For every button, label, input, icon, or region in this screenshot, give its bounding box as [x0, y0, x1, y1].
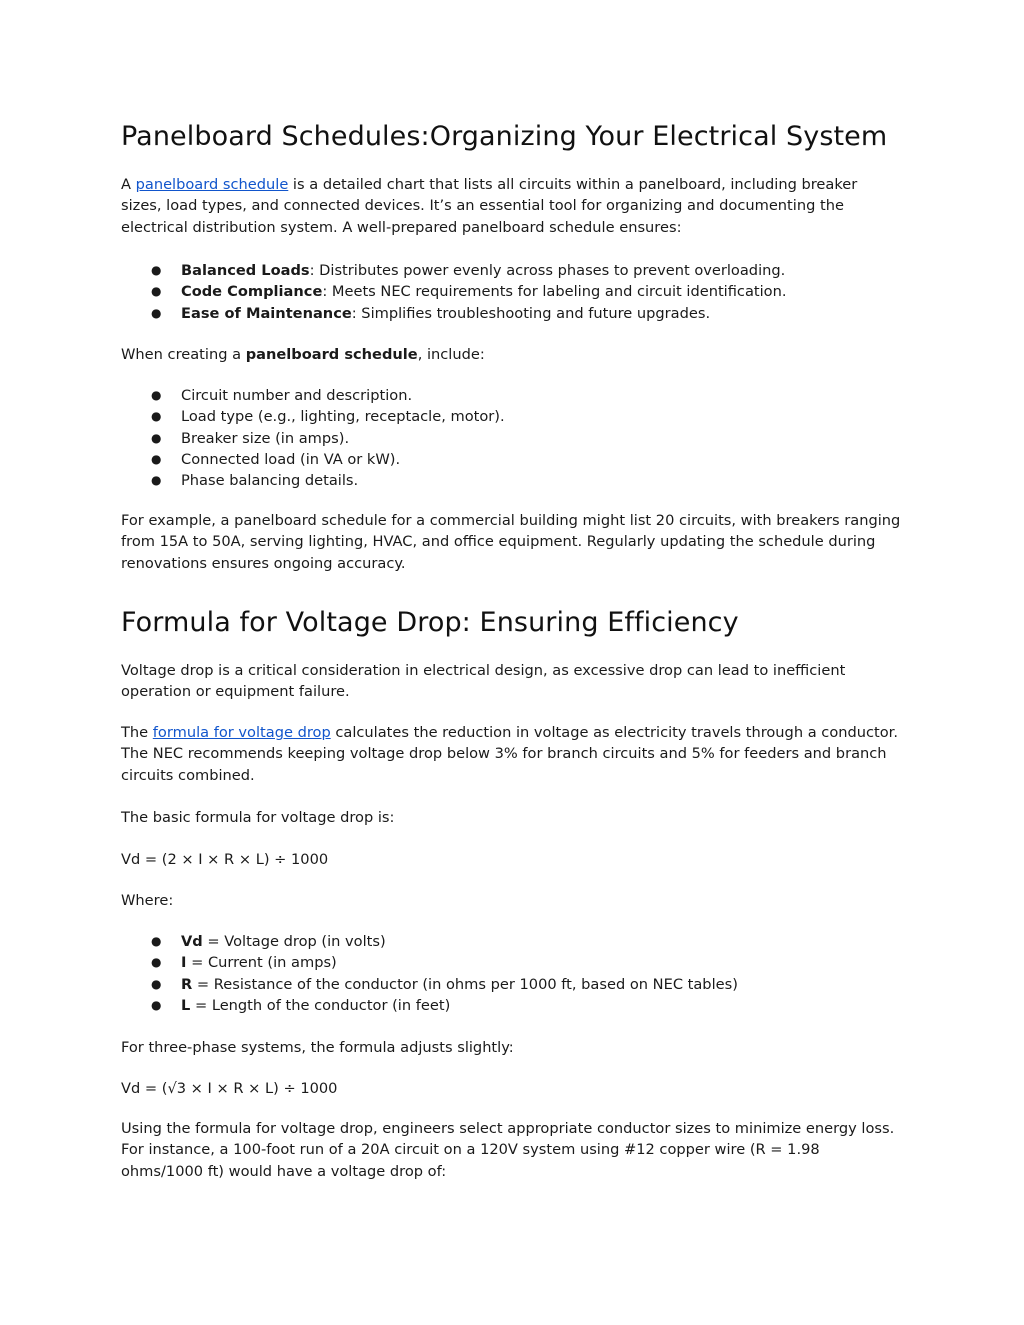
formula-paragraph — [121, 722, 901, 786]
bullet-icon: ● — [151, 263, 162, 277]
basic-formula: Vd = (2 × I × R × L) ÷ 1000 — [121, 851, 329, 868]
list-item — [121, 974, 901, 995]
bullet-icon: ● — [151, 976, 162, 991]
list-item — [121, 428, 901, 449]
bullet-icon: ● — [151, 409, 162, 424]
list-item — [121, 952, 901, 973]
variable-text: = Length of the conductor (in feet) — [190, 996, 451, 1014]
list-item — [121, 281, 901, 302]
bullet-icon: ● — [151, 305, 162, 320]
variables-list — [121, 931, 901, 1016]
benefit-text: : Meets NEC requirements for labeling and circuit identification. — [322, 283, 787, 301]
list-item — [121, 470, 901, 491]
bullet-icon: ● — [151, 473, 162, 488]
list-item — [121, 449, 901, 470]
bullet-icon: ● — [151, 284, 162, 299]
bullet-icon: ● — [151, 955, 162, 970]
panelboard-schedule-link[interactable]: panelboard schedule — [135, 176, 289, 193]
include-list — [121, 385, 901, 491]
bullet-icon: ● — [151, 997, 162, 1012]
variable-term: L — [181, 996, 191, 1014]
bullet-icon: ● — [151, 430, 162, 445]
include-item-text: Phase balancing details. — [181, 472, 359, 490]
formula-for-voltage-drop-link[interactable]: formula for voltage drop — [152, 724, 331, 741]
closing-paragraph: Using the formula for voltage drop, engineers select appropriate conductor sizes to minimize energy loss. For instance, a 100-foot run of a 20A circuit on a 120V system using #12 copper wire (R = 1.98 ohms/1000 ft) would have a voltage drop of: — [121, 1120, 895, 1180]
list-item — [121, 260, 901, 281]
basic-formula-lead: The basic formula for voltage drop is: — [121, 809, 395, 826]
three-phase-formula: Vd = (√3 × I × R × L) ÷ 1000 — [121, 1080, 338, 1097]
include-lead-paragraph — [121, 344, 901, 365]
formula-prefix: The — [121, 724, 153, 741]
three-phase-lead: For three-phase systems, the formula adjusts slightly: — [121, 1039, 514, 1056]
variable-text: = Voltage drop (in volts) — [202, 933, 386, 950]
voltage-intro-paragraph: Voltage drop is a critical consideration in electrical design, as excessive drop can lead to inefficient operation or equipment failure. — [121, 662, 846, 701]
section-title-voltage-drop: Formula for Voltage Drop: Ensuring Efficiency — [121, 607, 739, 638]
variable-text: = Current (in amps) — [186, 954, 337, 972]
benefit-term: Ease of Maintenance — [181, 304, 352, 322]
include-item-text: Connected load (in VA or kW). — [181, 450, 401, 468]
intro-suffix: is a detailed chart that lists all circuits within a panelboard, including breaker sizes, load types, and connected devices. It’s an essential tool for organizing and documenting the electrical distribution system. A well-prepared panelboard schedule ensures: — [121, 176, 858, 236]
list-item — [121, 995, 901, 1016]
benefit-term: Code Compliance — [181, 283, 323, 301]
panelboard-intro-paragraph — [121, 174, 901, 238]
include-bold: panelboard schedule — [245, 346, 418, 363]
benefit-text: : Distributes power evenly across phases to prevent overloading. — [309, 262, 786, 279]
benefit-term: Balanced Loads — [181, 262, 310, 279]
list-item — [121, 385, 901, 406]
bullet-icon: ● — [151, 451, 162, 466]
include-item-text: Load type (e.g., lighting, receptacle, motor). — [181, 408, 505, 426]
include-item-text: Breaker size (in amps). — [181, 429, 350, 447]
section-title-panelboard: Panelboard Schedules:Organizing Your Electrical System — [121, 121, 888, 152]
list-item — [121, 406, 901, 427]
list-item — [121, 303, 901, 324]
where-label: Where: — [121, 892, 174, 909]
example-paragraph: For example, a panelboard schedule for a commercial building might list 20 circuits, with breakers ranging from 15A to 50A, serving lighting, HVAC, and office equipment. Regularly updating the schedule during renovations ensures ongoing accuracy. — [121, 512, 901, 572]
variable-term: R — [181, 975, 193, 993]
variable-term: Vd — [181, 933, 203, 950]
list-item — [121, 931, 901, 952]
bullet-icon: ● — [151, 934, 162, 948]
variable-term: I — [181, 954, 187, 972]
benefits-list — [121, 260, 901, 324]
include-prefix: When creating a — [121, 346, 246, 363]
include-suffix: , include: — [417, 346, 485, 363]
bullet-icon: ● — [151, 388, 162, 402]
intro-prefix: A — [121, 176, 136, 193]
include-item-text: Circuit number and description. — [181, 387, 413, 404]
formula-suffix: calculates the reduction in voltage as electricity travels through a conductor. The NEC recommends keeping voltage drop below 3% for branch circuits and 5% for feeders and branch circuits combined. — [121, 724, 898, 784]
benefit-text: : Simplifies troubleshooting and future upgrades. — [351, 304, 711, 322]
variable-text: = Resistance of the conductor (in ohms per 1000 ft, based on NEC tables) — [192, 975, 738, 993]
